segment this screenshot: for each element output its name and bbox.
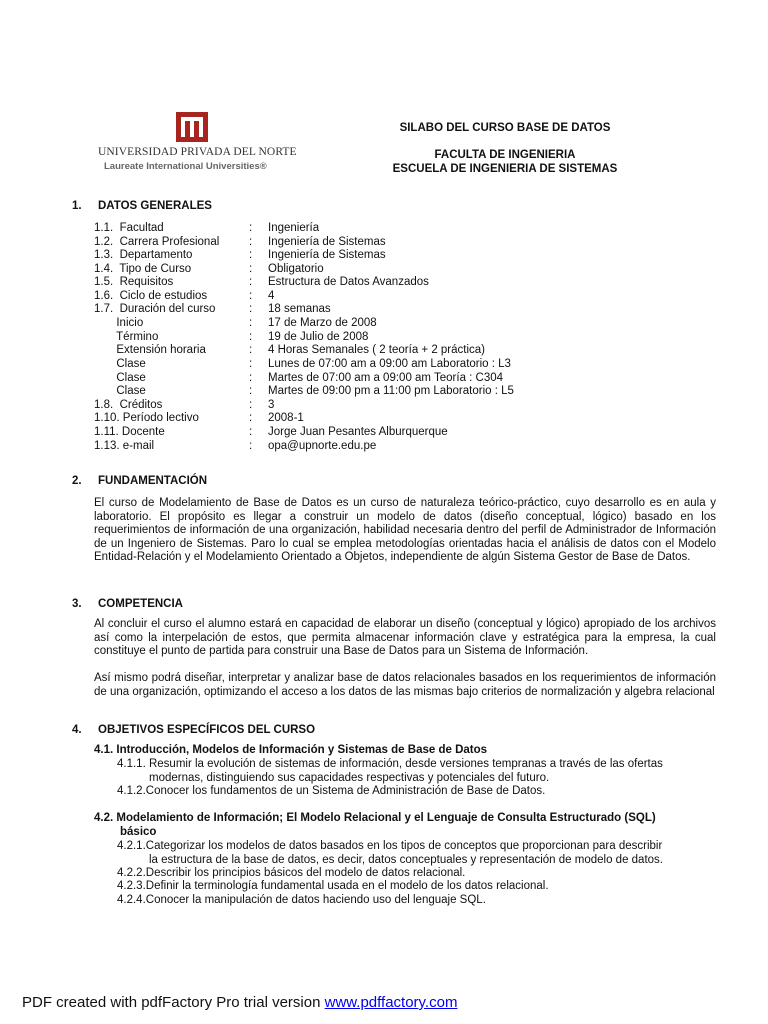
- university-logo-mark: [176, 112, 208, 142]
- fundamentacion-paragraph: El curso de Modelamiento de Base de Datos es un curso de naturaleza teórico-práctico, cuyo desarrollo es en aula y laboratorio. El propósito es llegar a construir un modelo de datos (diseño conceptual, lógico) basado en los requerimientos de información de una organización, habilidad necesaria dentro del perfil de Administrador de Información de un Ingeniero de Sistemas. Paro lo cual se emplea metodologías orientadas hacia el análisis de datos con el Modelo Entidad-Relación y el Modelamiento Orientado a Objetos, independiente de algún Sistema Gestor de Base de Datos.: [94, 497, 716, 564]
- competencia-paragraph-1: Al concluir el curso el alumno estará en capacidad de elaborar un diseño (conceptual y lógico) apropiado de los archivos así como la interpelación de estos, que permita almacenar información clave y estratégica para la empresa, la cual constituye el punto de partida para construir una Base de Datos para un Sistema de Información.: [94, 618, 716, 658]
- footer-text: PDF created with pdfFactory Pro trial version: [22, 994, 325, 1011]
- objective-item: 4.2.3.Definir la terminología fundamental usada en el modelo de los datos relacional.: [117, 880, 549, 892]
- objective-item: 4.2.1.Categorizar los modelos de datos basados en los tipos de conceptos que proporcionan para describir la estructura de la base de datos, es decir, datos conceptuales y representación de modelo de datos.: [117, 840, 663, 866]
- objective-heading-4-2: 4.2. Modelamiento de Información; El Modelo Relacional y el Lenguaje de Consulta Estructurado (SQL): [94, 812, 656, 824]
- objective-item: 4.2.2.Describir los principios básicos del modelo de datos relacional.: [117, 867, 466, 879]
- university-logo: [98, 112, 298, 182]
- footer-link[interactable]: www.pdffactory.com: [324, 994, 458, 1011]
- objective-heading-4-1: 4.1. Introducción, Modelos de Información y Sistemas de Base de Datos: [94, 744, 488, 756]
- document-title: SILABO DEL CURSO BASE DE DATOS: [399, 122, 611, 134]
- objective-item: 4.2.4.Conocer la manipulación de datos haciendo uso del lenguaje SQL.: [117, 894, 486, 906]
- objective-item: 4.1.2.Conocer los fundamentos de un Sistema de Administración de Base de Datos.: [117, 785, 546, 797]
- objective-item: 4.1.1. Resumir la evolución de sistemas de información, desde versiones tempranas a través de las ofertas modernas, distinguiendo sus capacidades respectivas y potenciales del futuro.: [117, 758, 663, 784]
- competencia-paragraph-2: Así mismo podrá diseñar, interpretar y analizar base de datos relacionales basados en los requerimientos de información de una organización, optimizando el acceso a los datos de las mismas bajo criterios de normalización y algebra relacional: [94, 672, 716, 698]
- university-name: UNIVERSIDAD PRIVADA DEL NORTE: [98, 146, 297, 158]
- objective-heading-4-2-cont: básico: [120, 826, 157, 838]
- university-network: Laureate International Universities®: [104, 161, 267, 172]
- school-heading: ESCUELA DE INGENIERIA DE SISTEMAS: [392, 163, 618, 175]
- pdf-footer: [22, 994, 457, 1011]
- faculty-heading: FACULTA DE INGENIERIA: [434, 149, 576, 161]
